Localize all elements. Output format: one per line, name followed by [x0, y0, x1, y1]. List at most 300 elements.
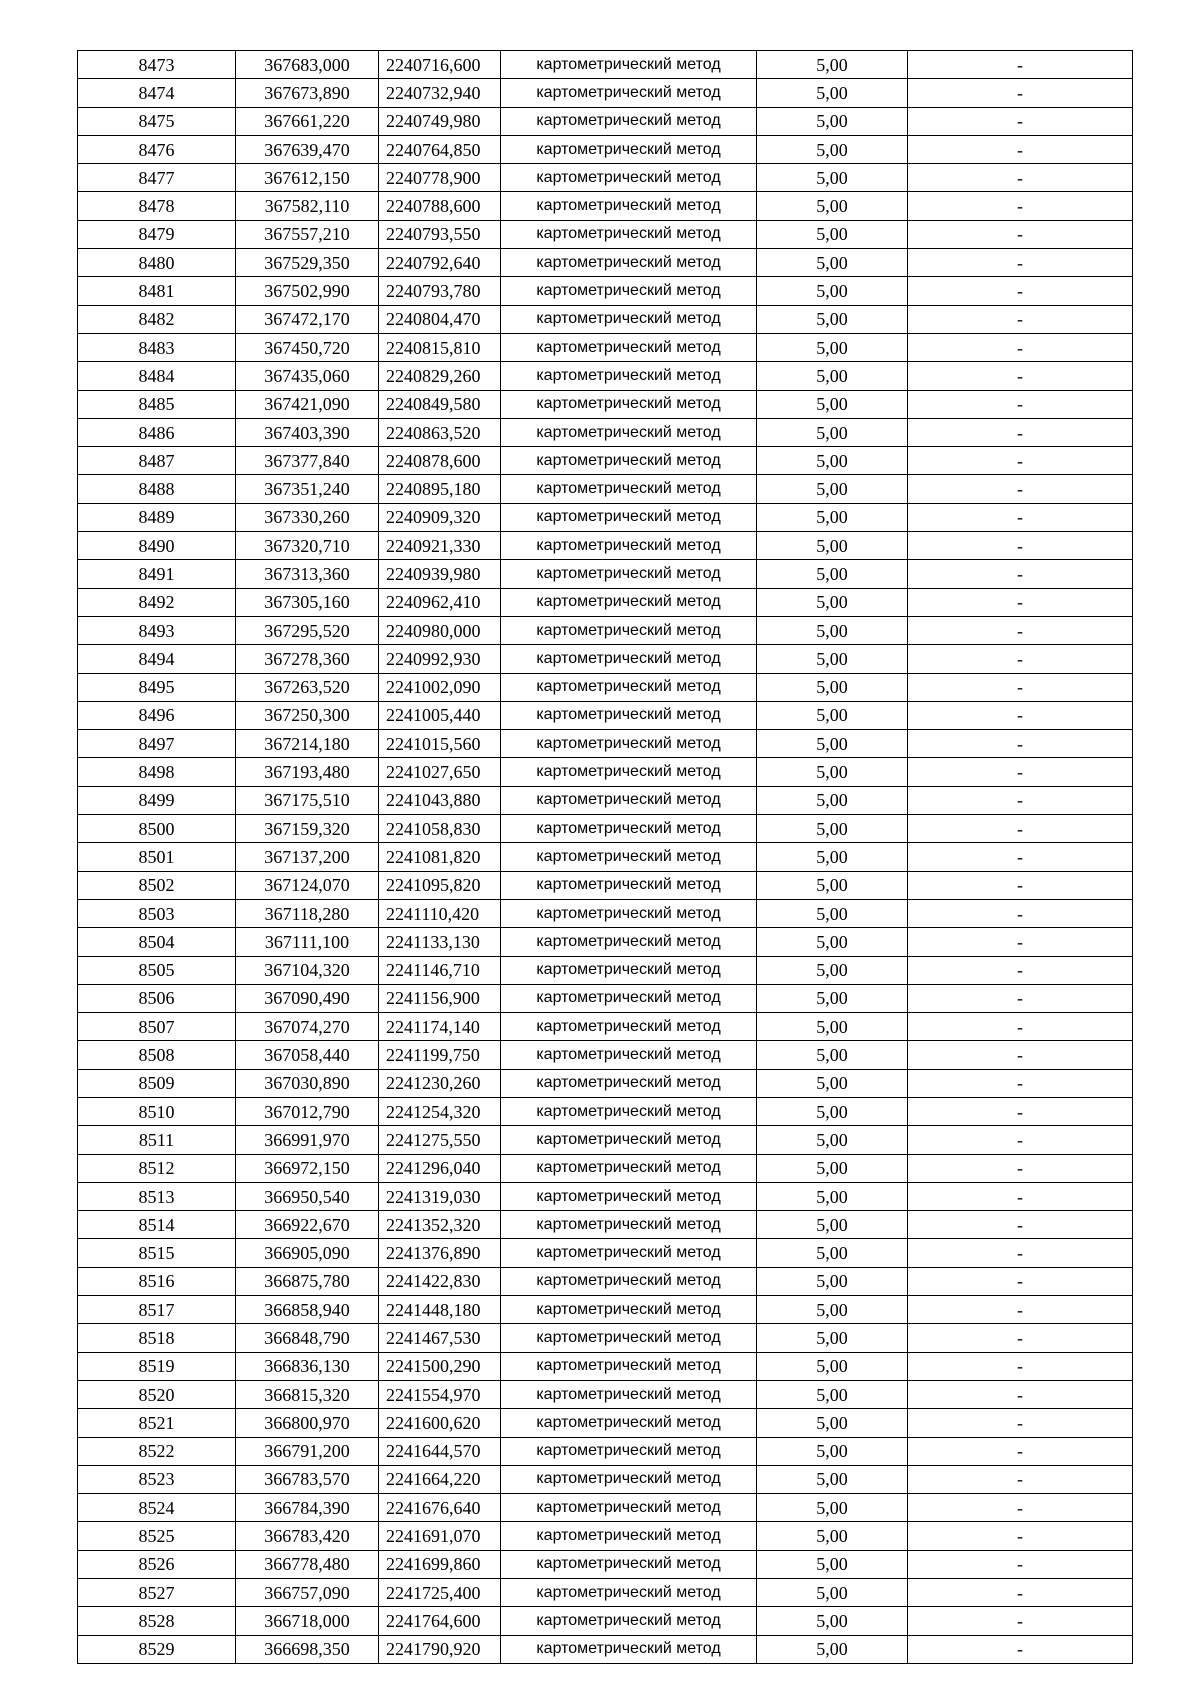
x-coordinate-cell: 367313,360: [236, 560, 379, 588]
y-coordinate-cell: 2240829,260: [379, 362, 501, 390]
accuracy-cell: 5,00: [757, 333, 908, 361]
y-coordinate-cell: 2241725,400: [379, 1579, 501, 1607]
note-cell: -: [908, 730, 1133, 758]
accuracy-cell: 5,00: [757, 220, 908, 248]
accuracy-cell: 5,00: [757, 418, 908, 446]
table-row: [78, 1494, 1133, 1522]
table-row: [78, 786, 1133, 814]
accuracy-cell: 5,00: [757, 1126, 908, 1154]
x-coordinate-cell: 367214,180: [236, 730, 379, 758]
point-number-cell: 8520: [78, 1380, 236, 1408]
y-coordinate-cell: 2241319,030: [379, 1182, 501, 1210]
method-cell: картометрический метод: [501, 673, 757, 701]
accuracy-cell: 5,00: [757, 1352, 908, 1380]
accuracy-cell: 5,00: [757, 532, 908, 560]
x-coordinate-cell: 367612,150: [236, 164, 379, 192]
accuracy-cell: 5,00: [757, 475, 908, 503]
x-coordinate-cell: 366778,480: [236, 1550, 379, 1578]
x-coordinate-cell: 366815,320: [236, 1380, 379, 1408]
x-coordinate-cell: 366783,570: [236, 1465, 379, 1493]
accuracy-cell: 5,00: [757, 107, 908, 135]
point-number-cell: 8507: [78, 1013, 236, 1041]
method-cell: картометрический метод: [501, 418, 757, 446]
x-coordinate-cell: 366922,670: [236, 1211, 379, 1239]
point-number-cell: 8511: [78, 1126, 236, 1154]
table-row: [78, 532, 1133, 560]
table-row: [78, 843, 1133, 871]
table-row: [78, 730, 1133, 758]
y-coordinate-cell: 2241254,320: [379, 1097, 501, 1125]
accuracy-cell: 5,00: [757, 1607, 908, 1635]
y-coordinate-cell: 2240962,410: [379, 588, 501, 616]
point-number-cell: 8481: [78, 277, 236, 305]
point-number-cell: 8501: [78, 843, 236, 871]
accuracy-cell: 5,00: [757, 616, 908, 644]
method-cell: картометрический метод: [501, 192, 757, 220]
point-number-cell: 8524: [78, 1494, 236, 1522]
method-cell: картометрический метод: [501, 333, 757, 361]
table-row: [78, 1013, 1133, 1041]
y-coordinate-cell: 2241448,180: [379, 1296, 501, 1324]
table-row: [78, 1126, 1133, 1154]
note-cell: -: [908, 1097, 1133, 1125]
note-cell: -: [908, 79, 1133, 107]
accuracy-cell: 5,00: [757, 1154, 908, 1182]
table-row: [78, 1409, 1133, 1437]
table-row: [78, 1097, 1133, 1125]
x-coordinate-cell: 366718,000: [236, 1607, 379, 1635]
y-coordinate-cell: 2240764,850: [379, 135, 501, 163]
method-cell: картометрический метод: [501, 532, 757, 560]
x-coordinate-cell: 367118,280: [236, 899, 379, 927]
note-cell: -: [908, 390, 1133, 418]
y-coordinate-cell: 2241790,920: [379, 1635, 501, 1663]
method-cell: картометрический метод: [501, 843, 757, 871]
accuracy-cell: 5,00: [757, 1041, 908, 1069]
method-cell: картометрический метод: [501, 447, 757, 475]
accuracy-cell: 5,00: [757, 390, 908, 418]
x-coordinate-cell: 367124,070: [236, 871, 379, 899]
x-coordinate-cell: 367263,520: [236, 673, 379, 701]
method-cell: картометрический метод: [501, 79, 757, 107]
y-coordinate-cell: 2241081,820: [379, 843, 501, 871]
accuracy-cell: 5,00: [757, 503, 908, 531]
y-coordinate-cell: 2241110,420: [379, 899, 501, 927]
y-coordinate-cell: 2240939,980: [379, 560, 501, 588]
note-cell: -: [908, 1211, 1133, 1239]
x-coordinate-cell: 367074,270: [236, 1013, 379, 1041]
note-cell: -: [908, 1380, 1133, 1408]
x-coordinate-cell: 367673,890: [236, 79, 379, 107]
y-coordinate-cell: 2240895,180: [379, 475, 501, 503]
accuracy-cell: 5,00: [757, 305, 908, 333]
y-coordinate-cell: 2241376,890: [379, 1239, 501, 1267]
table-row: [78, 1296, 1133, 1324]
note-cell: -: [908, 758, 1133, 786]
point-number-cell: 8475: [78, 107, 236, 135]
x-coordinate-cell: 366836,130: [236, 1352, 379, 1380]
note-cell: -: [908, 1069, 1133, 1097]
method-cell: картометрический метод: [501, 475, 757, 503]
note-cell: -: [908, 333, 1133, 361]
table-row: [78, 1579, 1133, 1607]
method-cell: картометрический метод: [501, 786, 757, 814]
y-coordinate-cell: 2241352,320: [379, 1211, 501, 1239]
accuracy-cell: 5,00: [757, 1296, 908, 1324]
accuracy-cell: 5,00: [757, 447, 908, 475]
x-coordinate-cell: 367683,000: [236, 51, 379, 79]
method-cell: картометрический метод: [501, 135, 757, 163]
method-cell: картометрический метод: [501, 107, 757, 135]
accuracy-cell: 5,00: [757, 277, 908, 305]
accuracy-cell: 5,00: [757, 51, 908, 79]
note-cell: -: [908, 1324, 1133, 1352]
table-row: [78, 984, 1133, 1012]
table-row: [78, 249, 1133, 277]
accuracy-cell: 5,00: [757, 899, 908, 927]
x-coordinate-cell: 367090,490: [236, 984, 379, 1012]
x-coordinate-cell: 367305,160: [236, 588, 379, 616]
point-number-cell: 8528: [78, 1607, 236, 1635]
accuracy-cell: 5,00: [757, 730, 908, 758]
point-number-cell: 8518: [78, 1324, 236, 1352]
table-row: [78, 1154, 1133, 1182]
x-coordinate-cell: 366991,970: [236, 1126, 379, 1154]
note-cell: -: [908, 1465, 1133, 1493]
table-row: [78, 956, 1133, 984]
y-coordinate-cell: 2240815,810: [379, 333, 501, 361]
point-number-cell: 8513: [78, 1182, 236, 1210]
note-cell: -: [908, 1182, 1133, 1210]
x-coordinate-cell: 367450,720: [236, 333, 379, 361]
method-cell: картометрический метод: [501, 645, 757, 673]
point-number-cell: 8499: [78, 786, 236, 814]
note-cell: -: [908, 1437, 1133, 1465]
accuracy-cell: 5,00: [757, 362, 908, 390]
y-coordinate-cell: 2241600,620: [379, 1409, 501, 1437]
y-coordinate-cell: 2241644,570: [379, 1437, 501, 1465]
method-cell: картометрический метод: [501, 1409, 757, 1437]
x-coordinate-cell: 367111,100: [236, 928, 379, 956]
note-cell: -: [908, 899, 1133, 927]
note-cell: -: [908, 1522, 1133, 1550]
x-coordinate-cell: 367557,210: [236, 220, 379, 248]
note-cell: -: [908, 956, 1133, 984]
table-row: [78, 1522, 1133, 1550]
y-coordinate-cell: 2240849,580: [379, 390, 501, 418]
accuracy-cell: 5,00: [757, 1239, 908, 1267]
method-cell: картометрический метод: [501, 1239, 757, 1267]
y-coordinate-cell: 2241500,290: [379, 1352, 501, 1380]
table-row: [78, 871, 1133, 899]
table-row: [78, 1069, 1133, 1097]
method-cell: картометрический метод: [501, 1579, 757, 1607]
y-coordinate-cell: 2241467,530: [379, 1324, 501, 1352]
y-coordinate-cell: 2240788,600: [379, 192, 501, 220]
y-coordinate-cell: 2241764,600: [379, 1607, 501, 1635]
accuracy-cell: 5,00: [757, 192, 908, 220]
x-coordinate-cell: 367502,990: [236, 277, 379, 305]
x-coordinate-cell: 367421,090: [236, 390, 379, 418]
method-cell: картометрический метод: [501, 362, 757, 390]
table-row: [78, 1041, 1133, 1069]
accuracy-cell: 5,00: [757, 758, 908, 786]
table-row: [78, 758, 1133, 786]
point-number-cell: 8476: [78, 135, 236, 163]
table-row: [78, 1437, 1133, 1465]
y-coordinate-cell: 2241296,040: [379, 1154, 501, 1182]
point-number-cell: 8505: [78, 956, 236, 984]
point-number-cell: 8484: [78, 362, 236, 390]
point-number-cell: 8506: [78, 984, 236, 1012]
table-row: [78, 1635, 1133, 1663]
y-coordinate-cell: 2240778,900: [379, 164, 501, 192]
note-cell: -: [908, 645, 1133, 673]
point-number-cell: 8494: [78, 645, 236, 673]
y-coordinate-cell: 2240863,520: [379, 418, 501, 446]
table-row: [78, 277, 1133, 305]
accuracy-cell: 5,00: [757, 1267, 908, 1295]
point-number-cell: 8500: [78, 815, 236, 843]
y-coordinate-cell: 2241005,440: [379, 701, 501, 729]
method-cell: картометрический метод: [501, 984, 757, 1012]
table-row: [78, 1380, 1133, 1408]
note-cell: -: [908, 107, 1133, 135]
table-row: [78, 588, 1133, 616]
table-row: [78, 333, 1133, 361]
accuracy-cell: 5,00: [757, 1409, 908, 1437]
note-cell: -: [908, 1296, 1133, 1324]
table-row: [78, 1550, 1133, 1578]
point-number-cell: 8482: [78, 305, 236, 333]
point-number-cell: 8480: [78, 249, 236, 277]
x-coordinate-cell: 367058,440: [236, 1041, 379, 1069]
note-cell: -: [908, 1579, 1133, 1607]
method-cell: картометрический метод: [501, 730, 757, 758]
method-cell: картометрический метод: [501, 164, 757, 192]
method-cell: картометрический метод: [501, 51, 757, 79]
note-cell: -: [908, 51, 1133, 79]
note-cell: -: [908, 418, 1133, 446]
x-coordinate-cell: 366905,090: [236, 1239, 379, 1267]
point-number-cell: 8502: [78, 871, 236, 899]
x-coordinate-cell: 367472,170: [236, 305, 379, 333]
method-cell: картометрический метод: [501, 815, 757, 843]
table-row: [78, 305, 1133, 333]
y-coordinate-cell: 2240980,000: [379, 616, 501, 644]
accuracy-cell: 5,00: [757, 1013, 908, 1041]
table-row: [78, 192, 1133, 220]
method-cell: картометрический метод: [501, 871, 757, 899]
point-number-cell: 8510: [78, 1097, 236, 1125]
x-coordinate-cell: 367295,520: [236, 616, 379, 644]
note-cell: -: [908, 1409, 1133, 1437]
y-coordinate-cell: 2240793,780: [379, 277, 501, 305]
accuracy-cell: 5,00: [757, 164, 908, 192]
y-coordinate-cell: 2241174,140: [379, 1013, 501, 1041]
accuracy-cell: 5,00: [757, 815, 908, 843]
accuracy-cell: 5,00: [757, 928, 908, 956]
method-cell: картометрический метод: [501, 1522, 757, 1550]
note-cell: -: [908, 843, 1133, 871]
accuracy-cell: 5,00: [757, 871, 908, 899]
y-coordinate-cell: 2240804,470: [379, 305, 501, 333]
method-cell: картометрический метод: [501, 1267, 757, 1295]
note-cell: -: [908, 277, 1133, 305]
accuracy-cell: 5,00: [757, 786, 908, 814]
point-number-cell: 8529: [78, 1635, 236, 1663]
y-coordinate-cell: 2241664,220: [379, 1465, 501, 1493]
table-row: [78, 220, 1133, 248]
method-cell: картометрический метод: [501, 1352, 757, 1380]
note-cell: -: [908, 1154, 1133, 1182]
point-number-cell: 8486: [78, 418, 236, 446]
table-row: [78, 1267, 1133, 1295]
method-cell: картометрический метод: [501, 1465, 757, 1493]
method-cell: картометрический метод: [501, 277, 757, 305]
accuracy-cell: 5,00: [757, 135, 908, 163]
method-cell: картометрический метод: [501, 1126, 757, 1154]
accuracy-cell: 5,00: [757, 588, 908, 616]
table-row: [78, 51, 1133, 79]
note-cell: -: [908, 1352, 1133, 1380]
table-row: [78, 1182, 1133, 1210]
point-number-cell: 8473: [78, 51, 236, 79]
note-cell: -: [908, 305, 1133, 333]
accuracy-cell: 5,00: [757, 560, 908, 588]
y-coordinate-cell: 2240749,980: [379, 107, 501, 135]
point-number-cell: 8474: [78, 79, 236, 107]
table-row: [78, 560, 1133, 588]
point-number-cell: 8488: [78, 475, 236, 503]
method-cell: картометрический метод: [501, 1041, 757, 1069]
x-coordinate-cell: 367435,060: [236, 362, 379, 390]
note-cell: -: [908, 1013, 1133, 1041]
y-coordinate-cell: 2241015,560: [379, 730, 501, 758]
point-number-cell: 8515: [78, 1239, 236, 1267]
x-coordinate-cell: 366875,780: [236, 1267, 379, 1295]
y-coordinate-cell: 2241027,650: [379, 758, 501, 786]
point-number-cell: 8512: [78, 1154, 236, 1182]
method-cell: картометрический метод: [501, 1437, 757, 1465]
x-coordinate-cell: 367030,890: [236, 1069, 379, 1097]
table-row: [78, 701, 1133, 729]
y-coordinate-cell: 2241676,640: [379, 1494, 501, 1522]
table-row: [78, 503, 1133, 531]
y-coordinate-cell: 2240909,320: [379, 503, 501, 531]
point-number-cell: 8489: [78, 503, 236, 531]
accuracy-cell: 5,00: [757, 79, 908, 107]
table-row: [78, 164, 1133, 192]
note-cell: -: [908, 673, 1133, 701]
note-cell: -: [908, 815, 1133, 843]
table-row: [78, 928, 1133, 956]
note-cell: -: [908, 616, 1133, 644]
accuracy-cell: 5,00: [757, 1182, 908, 1210]
y-coordinate-cell: 2241043,880: [379, 786, 501, 814]
method-cell: картометрический метод: [501, 1211, 757, 1239]
table-row: [78, 1465, 1133, 1493]
accuracy-cell: 5,00: [757, 673, 908, 701]
y-coordinate-cell: 2241095,820: [379, 871, 501, 899]
note-cell: -: [908, 560, 1133, 588]
method-cell: картометрический метод: [501, 390, 757, 418]
accuracy-cell: 5,00: [757, 701, 908, 729]
table-row: [78, 815, 1133, 843]
accuracy-cell: 5,00: [757, 1635, 908, 1663]
x-coordinate-cell: 367012,790: [236, 1097, 379, 1125]
note-cell: -: [908, 1239, 1133, 1267]
method-cell: картометрический метод: [501, 701, 757, 729]
point-number-cell: 8478: [78, 192, 236, 220]
x-coordinate-cell: 367175,510: [236, 786, 379, 814]
method-cell: картометрический метод: [501, 928, 757, 956]
x-coordinate-cell: 367403,390: [236, 418, 379, 446]
x-coordinate-cell: 367159,320: [236, 815, 379, 843]
method-cell: картометрический метод: [501, 899, 757, 927]
table-row: [78, 616, 1133, 644]
x-coordinate-cell: 366950,540: [236, 1182, 379, 1210]
x-coordinate-cell: 366800,970: [236, 1409, 379, 1437]
y-coordinate-cell: 2240792,640: [379, 249, 501, 277]
point-number-cell: 8526: [78, 1550, 236, 1578]
table-row: [78, 1211, 1133, 1239]
y-coordinate-cell: 2240921,330: [379, 532, 501, 560]
point-number-cell: 8508: [78, 1041, 236, 1069]
point-number-cell: 8517: [78, 1296, 236, 1324]
note-cell: -: [908, 475, 1133, 503]
point-number-cell: 8485: [78, 390, 236, 418]
point-number-cell: 8487: [78, 447, 236, 475]
point-number-cell: 8516: [78, 1267, 236, 1295]
point-number-cell: 8477: [78, 164, 236, 192]
note-cell: -: [908, 871, 1133, 899]
y-coordinate-cell: 2241554,970: [379, 1380, 501, 1408]
point-number-cell: 8492: [78, 588, 236, 616]
y-coordinate-cell: 2241230,260: [379, 1069, 501, 1097]
note-cell: -: [908, 588, 1133, 616]
y-coordinate-cell: 2240716,600: [379, 51, 501, 79]
note-cell: -: [908, 984, 1133, 1012]
note-cell: -: [908, 447, 1133, 475]
table-row: [78, 79, 1133, 107]
method-cell: картометрический метод: [501, 1013, 757, 1041]
note-cell: -: [908, 1494, 1133, 1522]
note-cell: -: [908, 1041, 1133, 1069]
point-number-cell: 8496: [78, 701, 236, 729]
table-row: [78, 1324, 1133, 1352]
table-row: [78, 899, 1133, 927]
note-cell: -: [908, 220, 1133, 248]
note-cell: -: [908, 928, 1133, 956]
method-cell: картометрический метод: [501, 1635, 757, 1663]
y-coordinate-cell: 2240732,940: [379, 79, 501, 107]
y-coordinate-cell: 2241199,750: [379, 1041, 501, 1069]
x-coordinate-cell: 367320,710: [236, 532, 379, 560]
y-coordinate-cell: 2241422,830: [379, 1267, 501, 1295]
method-cell: картометрический метод: [501, 758, 757, 786]
coordinates-table: [77, 50, 1133, 1664]
method-cell: картометрический метод: [501, 1550, 757, 1578]
point-number-cell: 8503: [78, 899, 236, 927]
note-cell: -: [908, 1126, 1133, 1154]
y-coordinate-cell: 2241146,710: [379, 956, 501, 984]
x-coordinate-cell: 367104,320: [236, 956, 379, 984]
x-coordinate-cell: 366784,390: [236, 1494, 379, 1522]
y-coordinate-cell: 2241133,130: [379, 928, 501, 956]
accuracy-cell: 5,00: [757, 1437, 908, 1465]
table-row: [78, 1352, 1133, 1380]
